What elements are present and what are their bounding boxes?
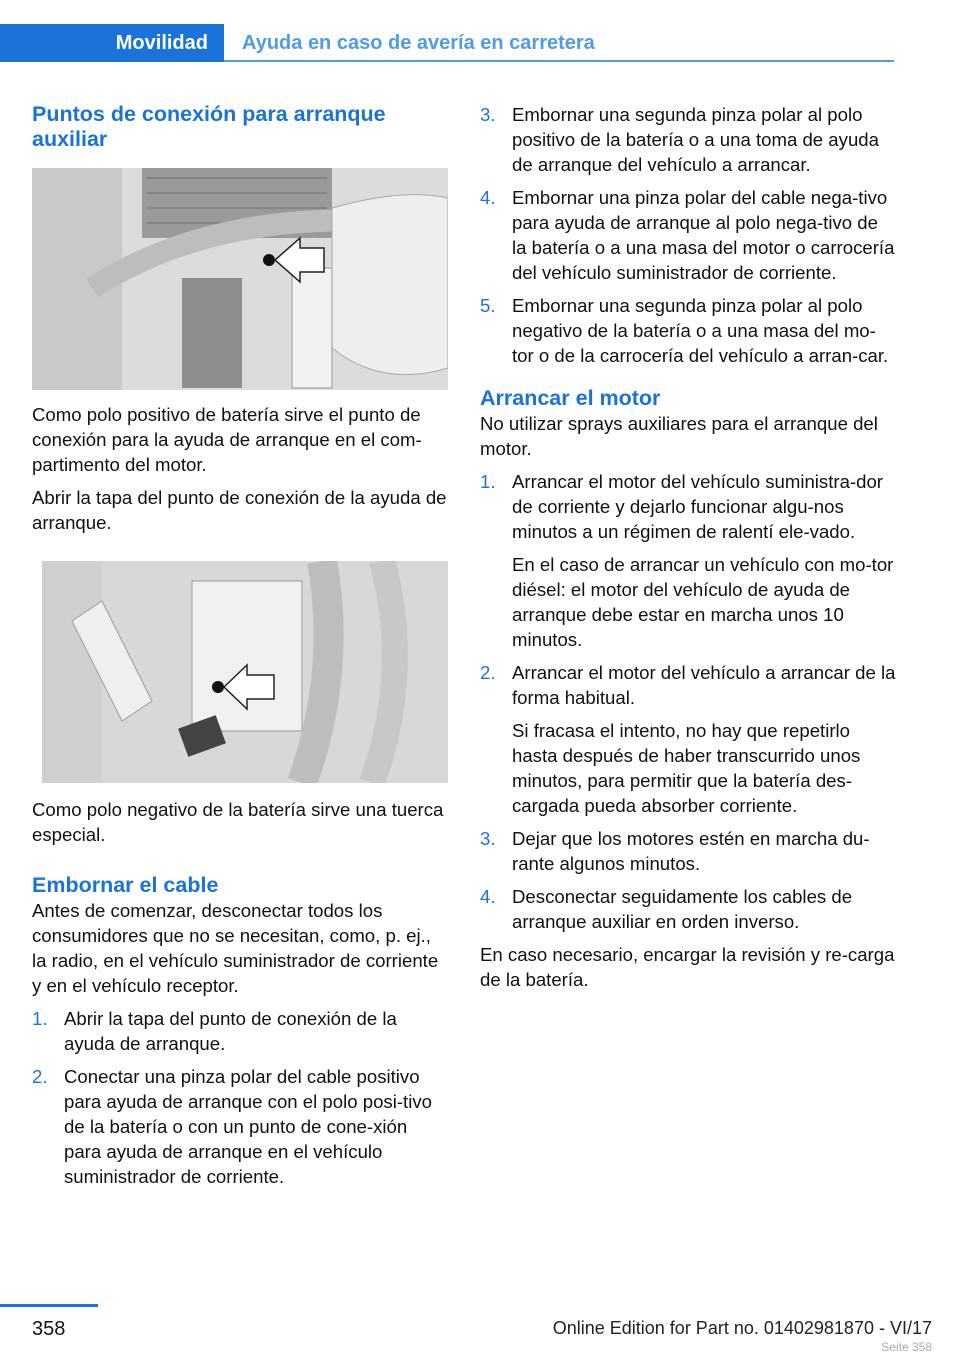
- section-tab: Movilidad: [0, 24, 224, 62]
- connect-steps-list-continued: [480, 102, 896, 368]
- right-column: [480, 102, 896, 992]
- list-item: [480, 660, 896, 818]
- chapter-title: Ayuda en caso de avería en carretera: [242, 31, 595, 54]
- heading-start-engine: Arrancar el motor: [480, 386, 661, 410]
- step-text: Abrir la tapa del punto de conexión de la ayuda de arranque.: [64, 1008, 397, 1054]
- step-number: 2.: [32, 1066, 48, 1087]
- step-content: [512, 660, 896, 818]
- step-number: 1.: [32, 1008, 48, 1029]
- step-number: 5.: [480, 295, 496, 316]
- list-item: [480, 293, 896, 368]
- list-item: [480, 102, 896, 177]
- step-text: Embornar una segunda pinza polar al polo negativo de la batería o a una masa del mo-tor o de la carrocería del vehículo a arran-car.: [512, 295, 889, 366]
- watermark: Seite 358: [881, 1340, 932, 1354]
- step-text: Embornar una pinza polar del cable nega-tivo para ayuda de arranque al polo nega-tivo de la batería o a una masa del motor o carrocería del vehículo suministrador de corriente.: [512, 187, 895, 283]
- step-number: 3.: [480, 828, 496, 849]
- start-engine-intro: No utilizar sprays auxiliares para el arranque del motor.: [480, 413, 878, 459]
- figure1-instruction: Abrir la tapa del punto de conexión de la ayuda de arranque.: [32, 487, 447, 533]
- connect-cable-intro: Antes de comenzar, desconectar todos los consumidores que no se necesitan, como, p. ej., la radio, en el vehículo suministrador de corriente y en el vehículo receptor.: [32, 900, 439, 996]
- step-text: Arrancar el motor del vehículo a arrancar de la forma habitual.: [512, 662, 896, 708]
- closing-note: En caso necesario, encargar la revisión y re-carga de la batería.: [480, 944, 895, 990]
- list-item: [480, 884, 896, 934]
- list-item: [480, 469, 896, 652]
- step-note: Si fracasa el intento, no hay que repetirlo hasta después de haber transcurrido unos minutos, para permitir que la batería des-cargada pueda absorber corriente.: [512, 720, 861, 816]
- step-number: 1.: [480, 471, 496, 492]
- step-content: [512, 469, 896, 652]
- edition-info: Online Edition for Part no. 01402981870 - VI/17: [552, 1318, 932, 1338]
- figure1-caption: Como polo positivo de batería sirve el punto de conexión para la ayuda de arranque en el com-partimento del motor.: [32, 404, 422, 475]
- list-item: [480, 826, 896, 876]
- header-divider: [224, 60, 894, 62]
- step-number: 4.: [480, 886, 496, 907]
- list-item: [480, 185, 896, 285]
- step-number: 4.: [480, 187, 496, 208]
- step-text: Dejar que los motores estén en marcha du-rante algunos minutos.: [512, 828, 870, 874]
- figure2-caption: Como polo negativo de la batería sirve una tuerca especial.: [32, 799, 444, 845]
- page-number: 358: [32, 1318, 66, 1340]
- step-text: Desconectar seguidamente los cables de arranque auxiliar en orden inverso.: [512, 886, 853, 932]
- list-item: [32, 1006, 448, 1056]
- list-item: [32, 1064, 448, 1189]
- step-note: En el caso de arrancar un vehículo con mo-tor diésel: el motor del vehículo de ayuda de arranque debe estar en marcha unos 10 minutos.: [512, 554, 894, 650]
- step-text: Embornar una segunda pinza polar al polo positivo de la batería o a una toma de ayuda de arranque del vehículo a arrancar.: [512, 104, 879, 175]
- heading-connect-cable: Embornar el cable: [32, 873, 219, 897]
- step-text: Conectar una pinza polar del cable positivo para ayuda de arranque con el polo posi-tivo de la batería o con un punto de cone-xión para ayuda de arranque en el vehículo suministrador de corriente.: [64, 1066, 432, 1187]
- engine-bay-figure-positive: [32, 168, 448, 390]
- step-number: 2.: [480, 662, 496, 683]
- connect-steps-list: [32, 1006, 448, 1189]
- left-column: [32, 102, 448, 1197]
- step-number: 3.: [480, 104, 496, 125]
- heading-connection-points: Puntos de conexión para arranque auxiliar: [32, 102, 386, 151]
- start-steps-list: [480, 469, 896, 934]
- engine-bay-figure-negative: [42, 561, 448, 783]
- step-text: Arrancar el motor del vehículo suministra-dor de corriente y dejarlo funcionar algu-nos minutos a un régimen de ralentí ele-vado.: [512, 471, 883, 542]
- footer-divider: [0, 1304, 98, 1307]
